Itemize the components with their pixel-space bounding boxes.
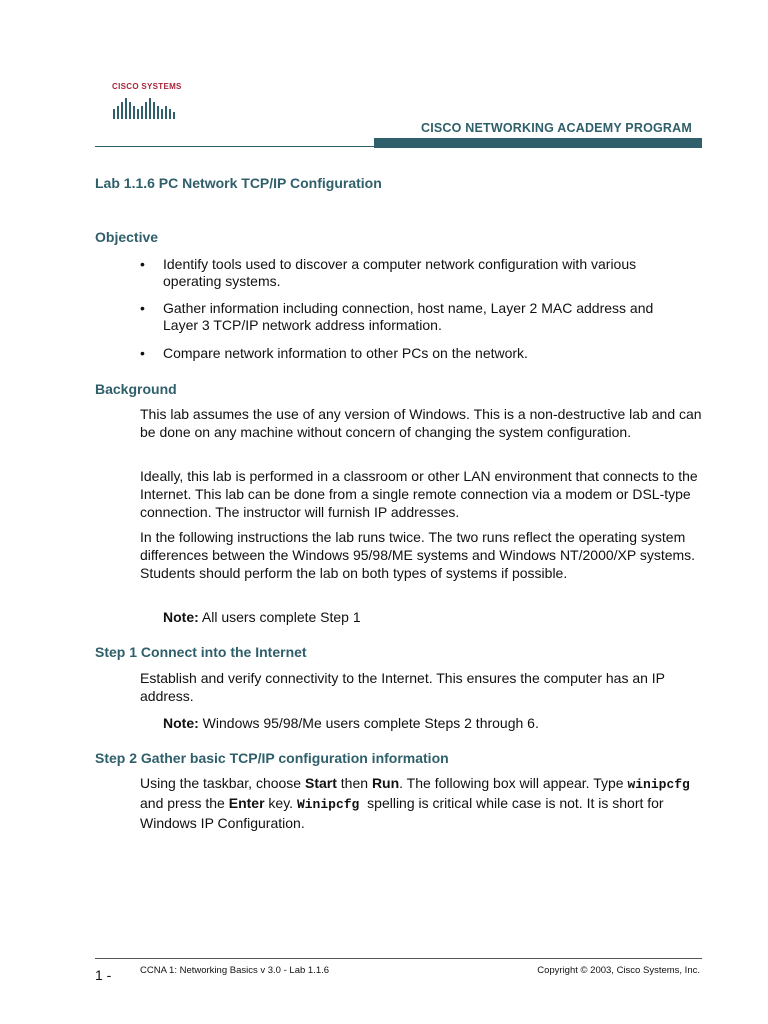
background-note [163, 608, 361, 626]
header-rule [95, 146, 702, 147]
page-number: 1 - [95, 967, 112, 983]
objective-bullet-1: Identify tools used to discover a computer network configuration with various operating systems. [163, 256, 637, 289]
text: spelling is critical while case is not. It is short for Windows IP Configuration. [140, 795, 668, 831]
lab-title: Lab 1.1.6 PC Network TCP/IP Configuration [95, 175, 382, 191]
bullet-icon: • [140, 345, 145, 361]
run-keyword: Run [371, 775, 400, 791]
enter-keyword: Enter [228, 795, 265, 811]
text: and press the [140, 775, 698, 811]
command-winipcfg: winipcfg [627, 777, 690, 792]
bullet-icon: • [140, 256, 145, 272]
course-label: CCNA 1: Networking Basics v 3.0 - Lab 1.1.6 [140, 965, 330, 976]
objective-heading: Objective [95, 229, 159, 245]
cisco-bridge-icon [112, 93, 182, 119]
bullet-icon: • [140, 300, 145, 316]
note-label: Note: [163, 715, 199, 731]
footer-rule [95, 958, 702, 959]
objective-bullet-3: Compare network information to other PCs on the network. [163, 345, 528, 361]
background-paragraph-2: Ideally, this lab is performed in a classroom or other LAN environment that connects to the Internet. This lab can be done from a single remote connection via a modem or DSL-type connection. The instructor will furnish IP addresses. [140, 468, 698, 520]
background-paragraph-3: In the following instructions the lab runs twice. The two runs reflect the operating system differences between the Windows 95/98/ME systems and Windows NT/2000/XP systems. Students should perform the lab on both types of systems if possible. [140, 529, 696, 581]
step2-heading: Step 2 Gather basic TCP/IP configuration information [95, 750, 449, 766]
note-text: All users complete Step 1 [198, 609, 361, 625]
logo-text: CISCO SYSTEMS [112, 82, 182, 91]
text: . The following box will appear. Type [399, 775, 628, 791]
objective-bullet-2: Gather information including connection, host name, Layer 2 MAC address and Layer 3 TCP/IP network address information. [163, 300, 654, 333]
copyright: Copyright © 2003, Cisco Systems, Inc. [537, 965, 700, 976]
note-label: Note: [163, 609, 199, 625]
note-text: Windows 95/98/Me users complete Steps 2 through 6. [198, 715, 539, 731]
background-paragraph-1: This lab assumes the use of any version of Windows. This is a non-destructive lab and can be done on any machine without concern of changing the system configuration. [140, 406, 702, 440]
step1-heading: Step 1 Connect into the Internet [95, 644, 307, 660]
cisco-logo [112, 82, 184, 122]
step1-paragraph: Establish and verify connectivity to the Internet. This ensures the computer has an IP address. [140, 670, 665, 704]
text: key. [264, 795, 297, 811]
text: then [336, 775, 372, 791]
background-heading: Background [95, 381, 177, 397]
step1-note [163, 714, 539, 732]
command-winipcfg-2: Winipcfg [296, 797, 360, 812]
program-title: CISCO NETWORKING ACADEMY PROGRAM [421, 121, 692, 135]
step2-paragraph [140, 774, 712, 832]
start-keyword: Start [305, 775, 337, 791]
text: Using the taskbar, choose [140, 775, 305, 791]
